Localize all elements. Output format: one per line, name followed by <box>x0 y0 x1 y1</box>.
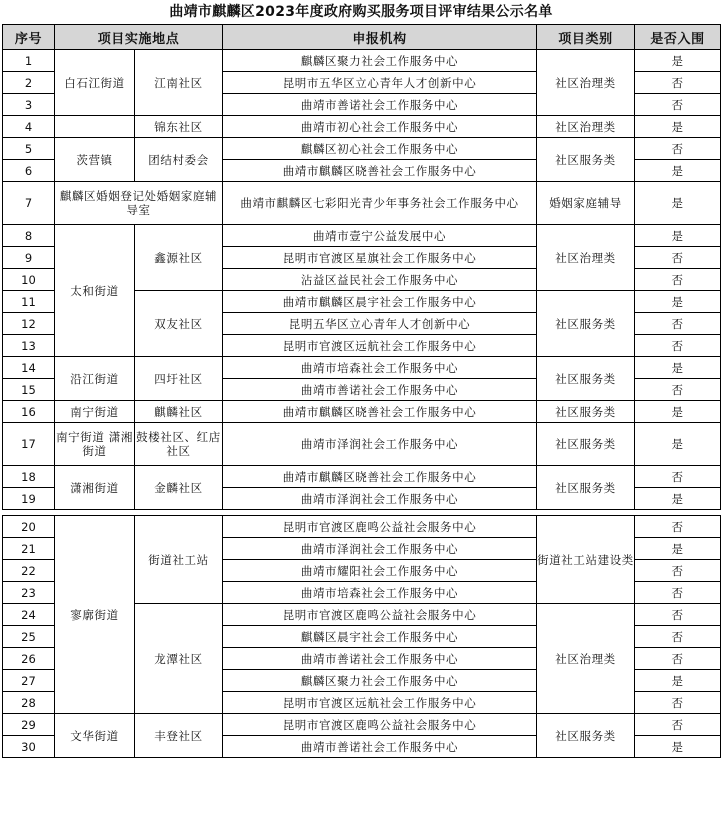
category-cell: 社区治理类 <box>537 50 635 116</box>
site-cell: 鼓楼社区、红店社区 <box>135 423 223 466</box>
table-row <box>3 138 721 160</box>
row-index: 8 <box>3 225 55 247</box>
result-cell: 是 <box>635 225 721 247</box>
org-cell: 昆明市官渡区鹿鸣公益社会服务中心 <box>223 604 537 626</box>
org-cell: 昆明市五华区立心青年人才创新中心 <box>223 72 537 94</box>
result-cell: 是 <box>635 291 721 313</box>
category-cell: 社区服务类 <box>537 291 635 357</box>
town-cell: 南宁街道 <box>55 401 135 423</box>
site-cell: 江南社区 <box>135 50 223 116</box>
town-cell: 太和街道 <box>55 225 135 357</box>
row-index: 26 <box>3 648 55 670</box>
result-cell: 是 <box>635 50 721 72</box>
result-cell: 是 <box>635 423 721 466</box>
header-category: 项目类别 <box>537 25 635 50</box>
row-index: 22 <box>3 560 55 582</box>
category-cell: 社区服务类 <box>537 466 635 510</box>
table-row <box>3 714 721 736</box>
result-cell: 是 <box>635 670 721 692</box>
town-cell: 文华街道 <box>55 714 135 758</box>
row-index: 17 <box>3 423 55 466</box>
org-cell: 麒麟区聚力社会工作服务中心 <box>223 670 537 692</box>
row-index: 30 <box>3 736 55 758</box>
row-index: 4 <box>3 116 55 138</box>
category-cell: 社区服务类 <box>537 401 635 423</box>
row-index: 7 <box>3 182 55 225</box>
table-row <box>3 466 721 488</box>
town-cell: 麒麟区婚姻登记处婚姻家庭辅导室 <box>55 182 223 225</box>
table-row <box>3 357 721 379</box>
site-cell: 鑫源社区 <box>135 225 223 291</box>
row-index: 10 <box>3 269 55 291</box>
row-index: 3 <box>3 94 55 116</box>
header-index: 序号 <box>3 25 55 50</box>
row-index: 1 <box>3 50 55 72</box>
org-cell: 昆明市官渡区星旗社会工作服务中心 <box>223 247 537 269</box>
table-row <box>3 401 721 423</box>
org-cell: 曲靖市善诺社会工作服务中心 <box>223 94 537 116</box>
org-cell: 曲靖市善诺社会工作服务中心 <box>223 648 537 670</box>
org-cell: 曲靖市善诺社会工作服务中心 <box>223 736 537 758</box>
category-cell: 社区治理类 <box>537 225 635 291</box>
table-row <box>3 50 721 72</box>
town-cell: 潇湘街道 <box>55 466 135 510</box>
site-cell: 双友社区 <box>135 291 223 357</box>
row-index: 12 <box>3 313 55 335</box>
table-row <box>3 423 721 466</box>
result-cell: 是 <box>635 182 721 225</box>
result-cell: 是 <box>635 357 721 379</box>
result-cell: 否 <box>635 560 721 582</box>
site-cell: 丰登社区 <box>135 714 223 758</box>
town-cell: 茨营镇 <box>55 138 135 182</box>
result-cell: 否 <box>635 604 721 626</box>
category-cell: 街道社工站建设类 <box>537 516 635 604</box>
result-cell: 否 <box>635 313 721 335</box>
site-cell: 麒麟社区 <box>135 401 223 423</box>
result-cell: 否 <box>635 379 721 401</box>
table-row <box>3 116 721 138</box>
category-cell: 社区服务类 <box>537 357 635 401</box>
result-cell: 否 <box>635 138 721 160</box>
row-index: 24 <box>3 604 55 626</box>
table-row <box>3 225 721 247</box>
org-cell: 曲靖市培森社会工作服务中心 <box>223 582 537 604</box>
row-index: 25 <box>3 626 55 648</box>
org-cell: 曲靖市麒麟区晓善社会工作服务中心 <box>223 160 537 182</box>
row-index: 21 <box>3 538 55 560</box>
row-index: 9 <box>3 247 55 269</box>
table-row <box>3 182 721 225</box>
row-index: 2 <box>3 72 55 94</box>
town-cell: 沿江街道 <box>55 357 135 401</box>
site-cell: 龙潭社区 <box>135 604 223 714</box>
category-cell: 社区服务类 <box>537 714 635 758</box>
org-cell: 曲靖市耀阳社会工作服务中心 <box>223 560 537 582</box>
result-cell: 否 <box>635 269 721 291</box>
town-cell: 白石江街道 <box>55 50 135 116</box>
row-index: 13 <box>3 335 55 357</box>
org-cell: 曲靖市壹宁公益发展中心 <box>223 225 537 247</box>
result-cell: 是 <box>635 401 721 423</box>
category-cell: 社区服务类 <box>537 423 635 466</box>
row-index: 18 <box>3 466 55 488</box>
table-header-row <box>3 25 721 50</box>
org-cell: 麒麟区初心社会工作服务中心 <box>223 138 537 160</box>
org-cell: 曲靖市泽润社会工作服务中心 <box>223 538 537 560</box>
result-cell: 是 <box>635 538 721 560</box>
header-result: 是否入围 <box>635 25 721 50</box>
category-cell: 婚姻家庭辅导 <box>537 182 635 225</box>
town-cell: 南宁街道 潇湘街道 <box>55 423 135 466</box>
result-cell: 否 <box>635 692 721 714</box>
result-cell: 否 <box>635 335 721 357</box>
org-cell: 曲靖市培森社会工作服务中心 <box>223 357 537 379</box>
table-row <box>3 516 721 538</box>
row-index: 5 <box>3 138 55 160</box>
result-cell: 是 <box>635 160 721 182</box>
org-cell: 曲靖市泽润社会工作服务中心 <box>223 423 537 466</box>
org-cell: 曲靖市麒麟区七彩阳光青少年事务社会工作服务中心 <box>223 182 537 225</box>
result-cell: 否 <box>635 626 721 648</box>
header-location: 项目实施地点 <box>55 25 223 50</box>
row-index: 20 <box>3 516 55 538</box>
result-cell: 否 <box>635 582 721 604</box>
header-org: 申报机构 <box>223 25 537 50</box>
row-index: 15 <box>3 379 55 401</box>
result-cell: 否 <box>635 247 721 269</box>
result-cell: 是 <box>635 736 721 758</box>
org-cell: 麒麟区聚力社会工作服务中心 <box>223 50 537 72</box>
org-cell: 昆明五华区立心青年人才创新中心 <box>223 313 537 335</box>
category-cell: 社区治理类 <box>537 116 635 138</box>
category-cell: 社区治理类 <box>537 604 635 714</box>
org-cell: 麒麟区晨宇社会工作服务中心 <box>223 626 537 648</box>
town-cell <box>55 116 135 138</box>
org-cell: 昆明市官渡区远航社会工作服务中心 <box>223 692 537 714</box>
org-cell: 曲靖市初心社会工作服务中心 <box>223 116 537 138</box>
row-index: 23 <box>3 582 55 604</box>
org-cell: 曲靖市善诺社会工作服务中心 <box>223 379 537 401</box>
org-cell: 曲靖市麒麟区晓善社会工作服务中心 <box>223 466 537 488</box>
row-index: 29 <box>3 714 55 736</box>
row-index: 11 <box>3 291 55 313</box>
site-cell: 金麟社区 <box>135 466 223 510</box>
result-cell: 否 <box>635 94 721 116</box>
org-cell: 昆明市官渡区鹿鸣公益社会服务中心 <box>223 714 537 736</box>
row-index: 14 <box>3 357 55 379</box>
org-cell: 昆明市官渡区远航社会工作服务中心 <box>223 335 537 357</box>
page-title: 曲靖市麒麟区2023年度政府购买服务项目评审结果公示名单 <box>169 4 553 20</box>
site-cell: 街道社工站 <box>135 516 223 604</box>
result-cell: 否 <box>635 72 721 94</box>
result-cell: 否 <box>635 714 721 736</box>
row-index: 27 <box>3 670 55 692</box>
org-cell: 沾益区益民社会工作服务中心 <box>223 269 537 291</box>
result-cell: 否 <box>635 466 721 488</box>
row-index: 16 <box>3 401 55 423</box>
category-cell: 社区服务类 <box>537 138 635 182</box>
result-cell: 是 <box>635 116 721 138</box>
org-cell: 曲靖市泽润社会工作服务中心 <box>223 488 537 510</box>
site-cell: 团结村委会 <box>135 138 223 182</box>
row-index: 6 <box>3 160 55 182</box>
town-cell: 寥廓街道 <box>55 516 135 714</box>
row-index: 28 <box>3 692 55 714</box>
results-table <box>2 24 721 758</box>
row-index: 19 <box>3 488 55 510</box>
result-cell: 是 <box>635 488 721 510</box>
org-cell: 曲靖市麒麟区晓善社会工作服务中心 <box>223 401 537 423</box>
site-cell: 锦东社区 <box>135 116 223 138</box>
result-cell: 否 <box>635 516 721 538</box>
result-cell: 否 <box>635 648 721 670</box>
site-cell: 四圩社区 <box>135 357 223 401</box>
org-cell: 昆明市官渡区鹿鸣公益社会服务中心 <box>223 516 537 538</box>
org-cell: 曲靖市麒麟区晨宇社会工作服务中心 <box>223 291 537 313</box>
